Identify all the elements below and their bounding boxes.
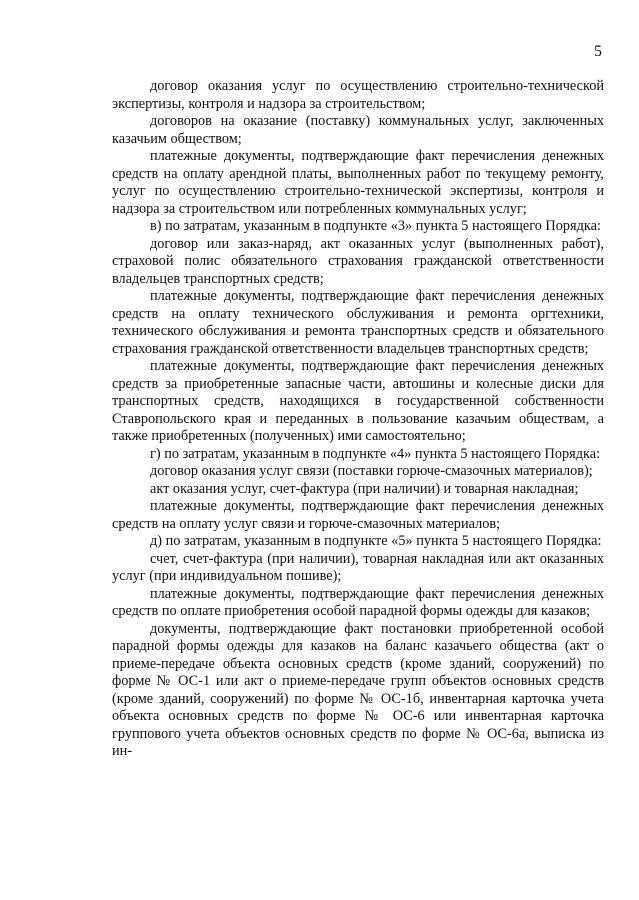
paragraph: договор оказания услуг по осуществлению строительно-технической экспертизы, контроля и надзора за строительством; — [112, 78, 604, 112]
paragraph: договор или заказ-наряд, акт оказанных услуг (выполненных работ), страховой полис обязательного страхования гражданской ответственности владельцев транспортных средств; — [112, 235, 604, 287]
paragraph: договор оказания услуг связи (поставки горюче-смазочных материалов); — [150, 463, 593, 479]
document-body — [112, 78, 604, 761]
paragraph: договоров на оказание (поставку) коммунальных услуг, заключенных казачьим обществом; — [112, 113, 604, 147]
paragraph: платежные документы, подтверждающие факт перечисления денежных средств на оплату технического обслуживания и ремонта оргтехники, технического обслуживания и ремонта транспортных средств и обязательного страхования гражданской ответственности владельцев транспортных средств; — [112, 288, 604, 357]
paragraph: д) по затратам, указанным в подпункте «5» пункта 5 настоящего Порядка: — [150, 533, 602, 549]
paragraph: платежные документы, подтверждающие факт перечисления денежных средств на оплату услуг связи и горюче-смазочных материалов; — [112, 498, 604, 532]
paragraph: платежные документы, подтверждающие факт перечисления денежных средств на оплату арендной платы, выполненных работ по текущему ремонту, услуг по осуществлению строительно-технической экспертизы, контроля и надзора за строительством или потребленных коммунальных услуг; — [112, 148, 604, 217]
paragraph: платежные документы, подтверждающие факт перечисления денежных средств за приобретенные запасные части, автошины и колесные диски для транспортных средств, находящихся в государственной собственности Ставропольского края и переданных в пользование казачьим обществам, а также приобретенных (полученных) ими самостоятельно; — [112, 358, 604, 444]
paragraph: в) по затратам, указанным в подпункте «3» пункта 5 настоящего Порядка: — [150, 218, 601, 234]
paragraph: счет, счет-фактура (при наличии), товарная накладная или акт оказанных услуг (при индивидуальном пошиве); — [112, 550, 604, 584]
paragraph: г) по затратам, указанным в подпункте «4» пункта 5 настоящего Порядка: — [150, 445, 601, 462]
paragraph: акт оказания услуг, счет-фактура (при наличии) и товарная накладная; — [150, 480, 579, 497]
paragraph: документы, подтверждающие факт постановки приобретенной особой парадной формы одежды для казаков на баланс казачьего общества (акт о приеме-передаче объекта основных средств (кроме зданий, сооружений) по форме № ОС-1 или акт о приеме-передаче групп объектов основных средств (кроме зданий, сооружений) по форме № ОС-1б, инвентарная карточка учета объекта основных средств по форме № ОС-6 или инвентарная карточка группового учета объектов основных средств по форме № ОС-6а, выписка из ин- — [112, 620, 604, 759]
page-number: 5 — [594, 43, 602, 60]
paragraph: платежные документы, подтверждающие факт перечисления денежных средств по оплате приобретения особой парадной формы одежды для казаков; — [112, 585, 604, 619]
